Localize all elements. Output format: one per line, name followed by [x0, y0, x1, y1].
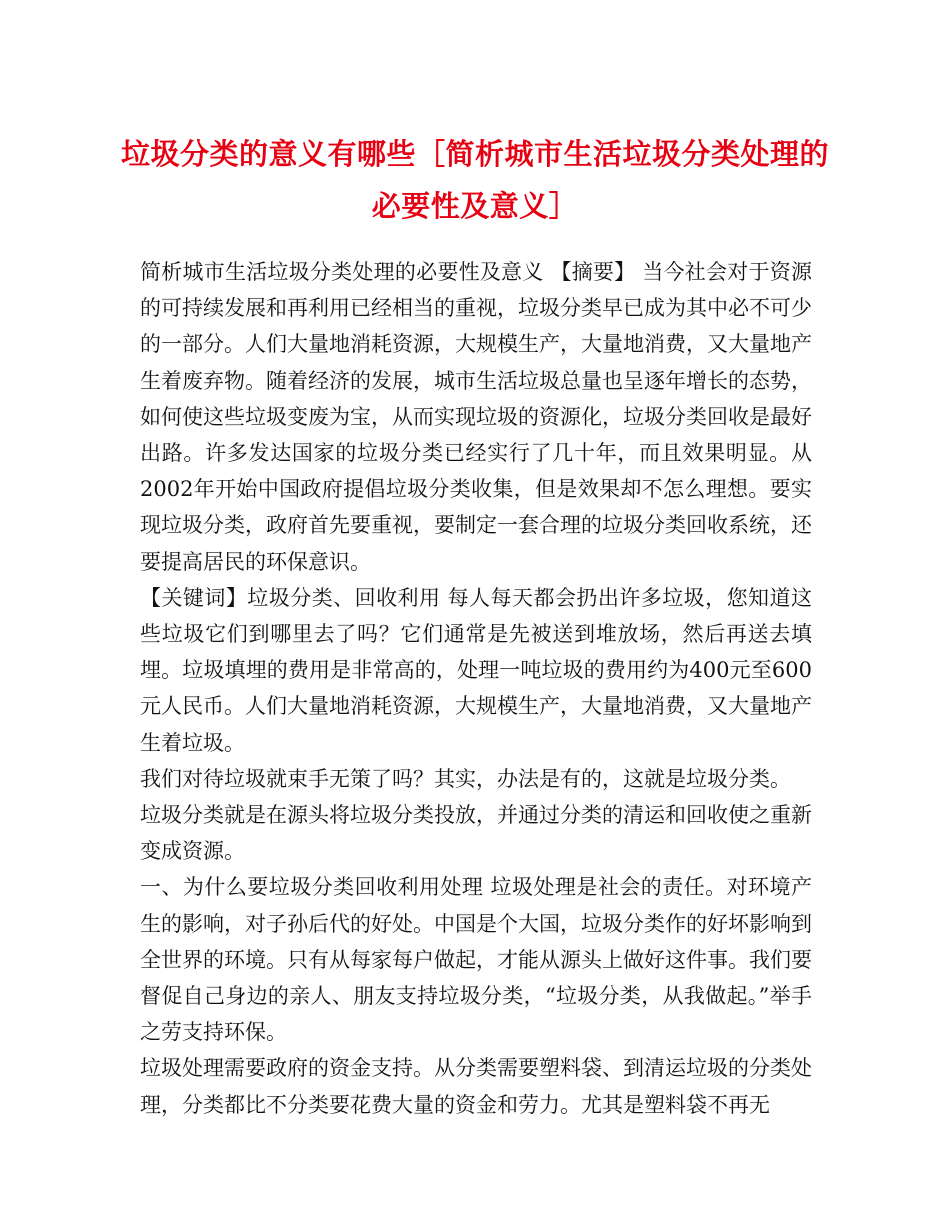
document-title: 垃圾分类的意义有哪些［简析城市生活垃圾分类处理的必要性及意义］ [120, 137, 829, 223]
paragraph-question: 我们对待垃圾就束手无策了吗？其实，办法是有的，这就是垃圾分类。 [140, 766, 791, 791]
paragraph-funding: 垃圾处理需要政府的资金支持。从分类需要塑料袋、到清运垃圾的分类处理，分类都比不分类要花费大量的资金和劳力。尤其是塑料袋不再无 [140, 1056, 812, 1117]
document-body [140, 254, 812, 1123]
paragraph-section-one: 一、为什么要垃圾分类回收利用处理 垃圾处理是社会的责任。对环境产生的影响，对子孙后代的好处。中国是个大国，垃圾分类作的好坏影响到全世界的环境。只有从每家每户做起，才能从源头上做好这件事。我们要督促自己身边的亲人、朋友支持垃圾分类，“垃圾分类，从我做起。”举手之劳支持环保。 [140, 875, 812, 1045]
paragraph-keywords: 【关键词】垃圾分类、回收利用 每人每天都会扔出许多垃圾，您知道这些垃圾它们到哪里去了吗？它们通常是先被送到堆放场，然后再送去填埋。垃圾填埋的费用是非常高的，处理一吨垃圾的费用约为400元至600元人民币。人们大量地消耗资源，大规模生产，大量地消费，又大量地产生着垃圾。 [140, 585, 812, 755]
paragraph-abstract: 简析城市生活垃圾分类处理的必要性及意义 【摘要】 当今社会对于资源的可持续发展和再利用已经相当的重视，垃圾分类早已成为其中必不可少的一部分。人们大量地消耗资源，大规模生产，大量地消费，又大量地产生着废弃物。随着经济的发展，城市生活垃圾总量也呈逐年增长的态势，如何使这些垃圾变废为宝，从而实现垃圾的资源化，垃圾分类回收是最好出路。许多发达国家的垃圾分类已经实行了几十年，而且效果明显。从2002年开始中国政府提倡垃圾分类收集，但是效果却不怎么理想。要实现垃圾分类，政府首先要重视，要制定一套合理的垃圾分类回收系统，还要提高居民的环保意识。 [140, 260, 812, 574]
paragraph-definition: 垃圾分类就是在源头将垃圾分类投放，并通过分类的清运和回收使之重新变成资源。 [140, 803, 812, 864]
